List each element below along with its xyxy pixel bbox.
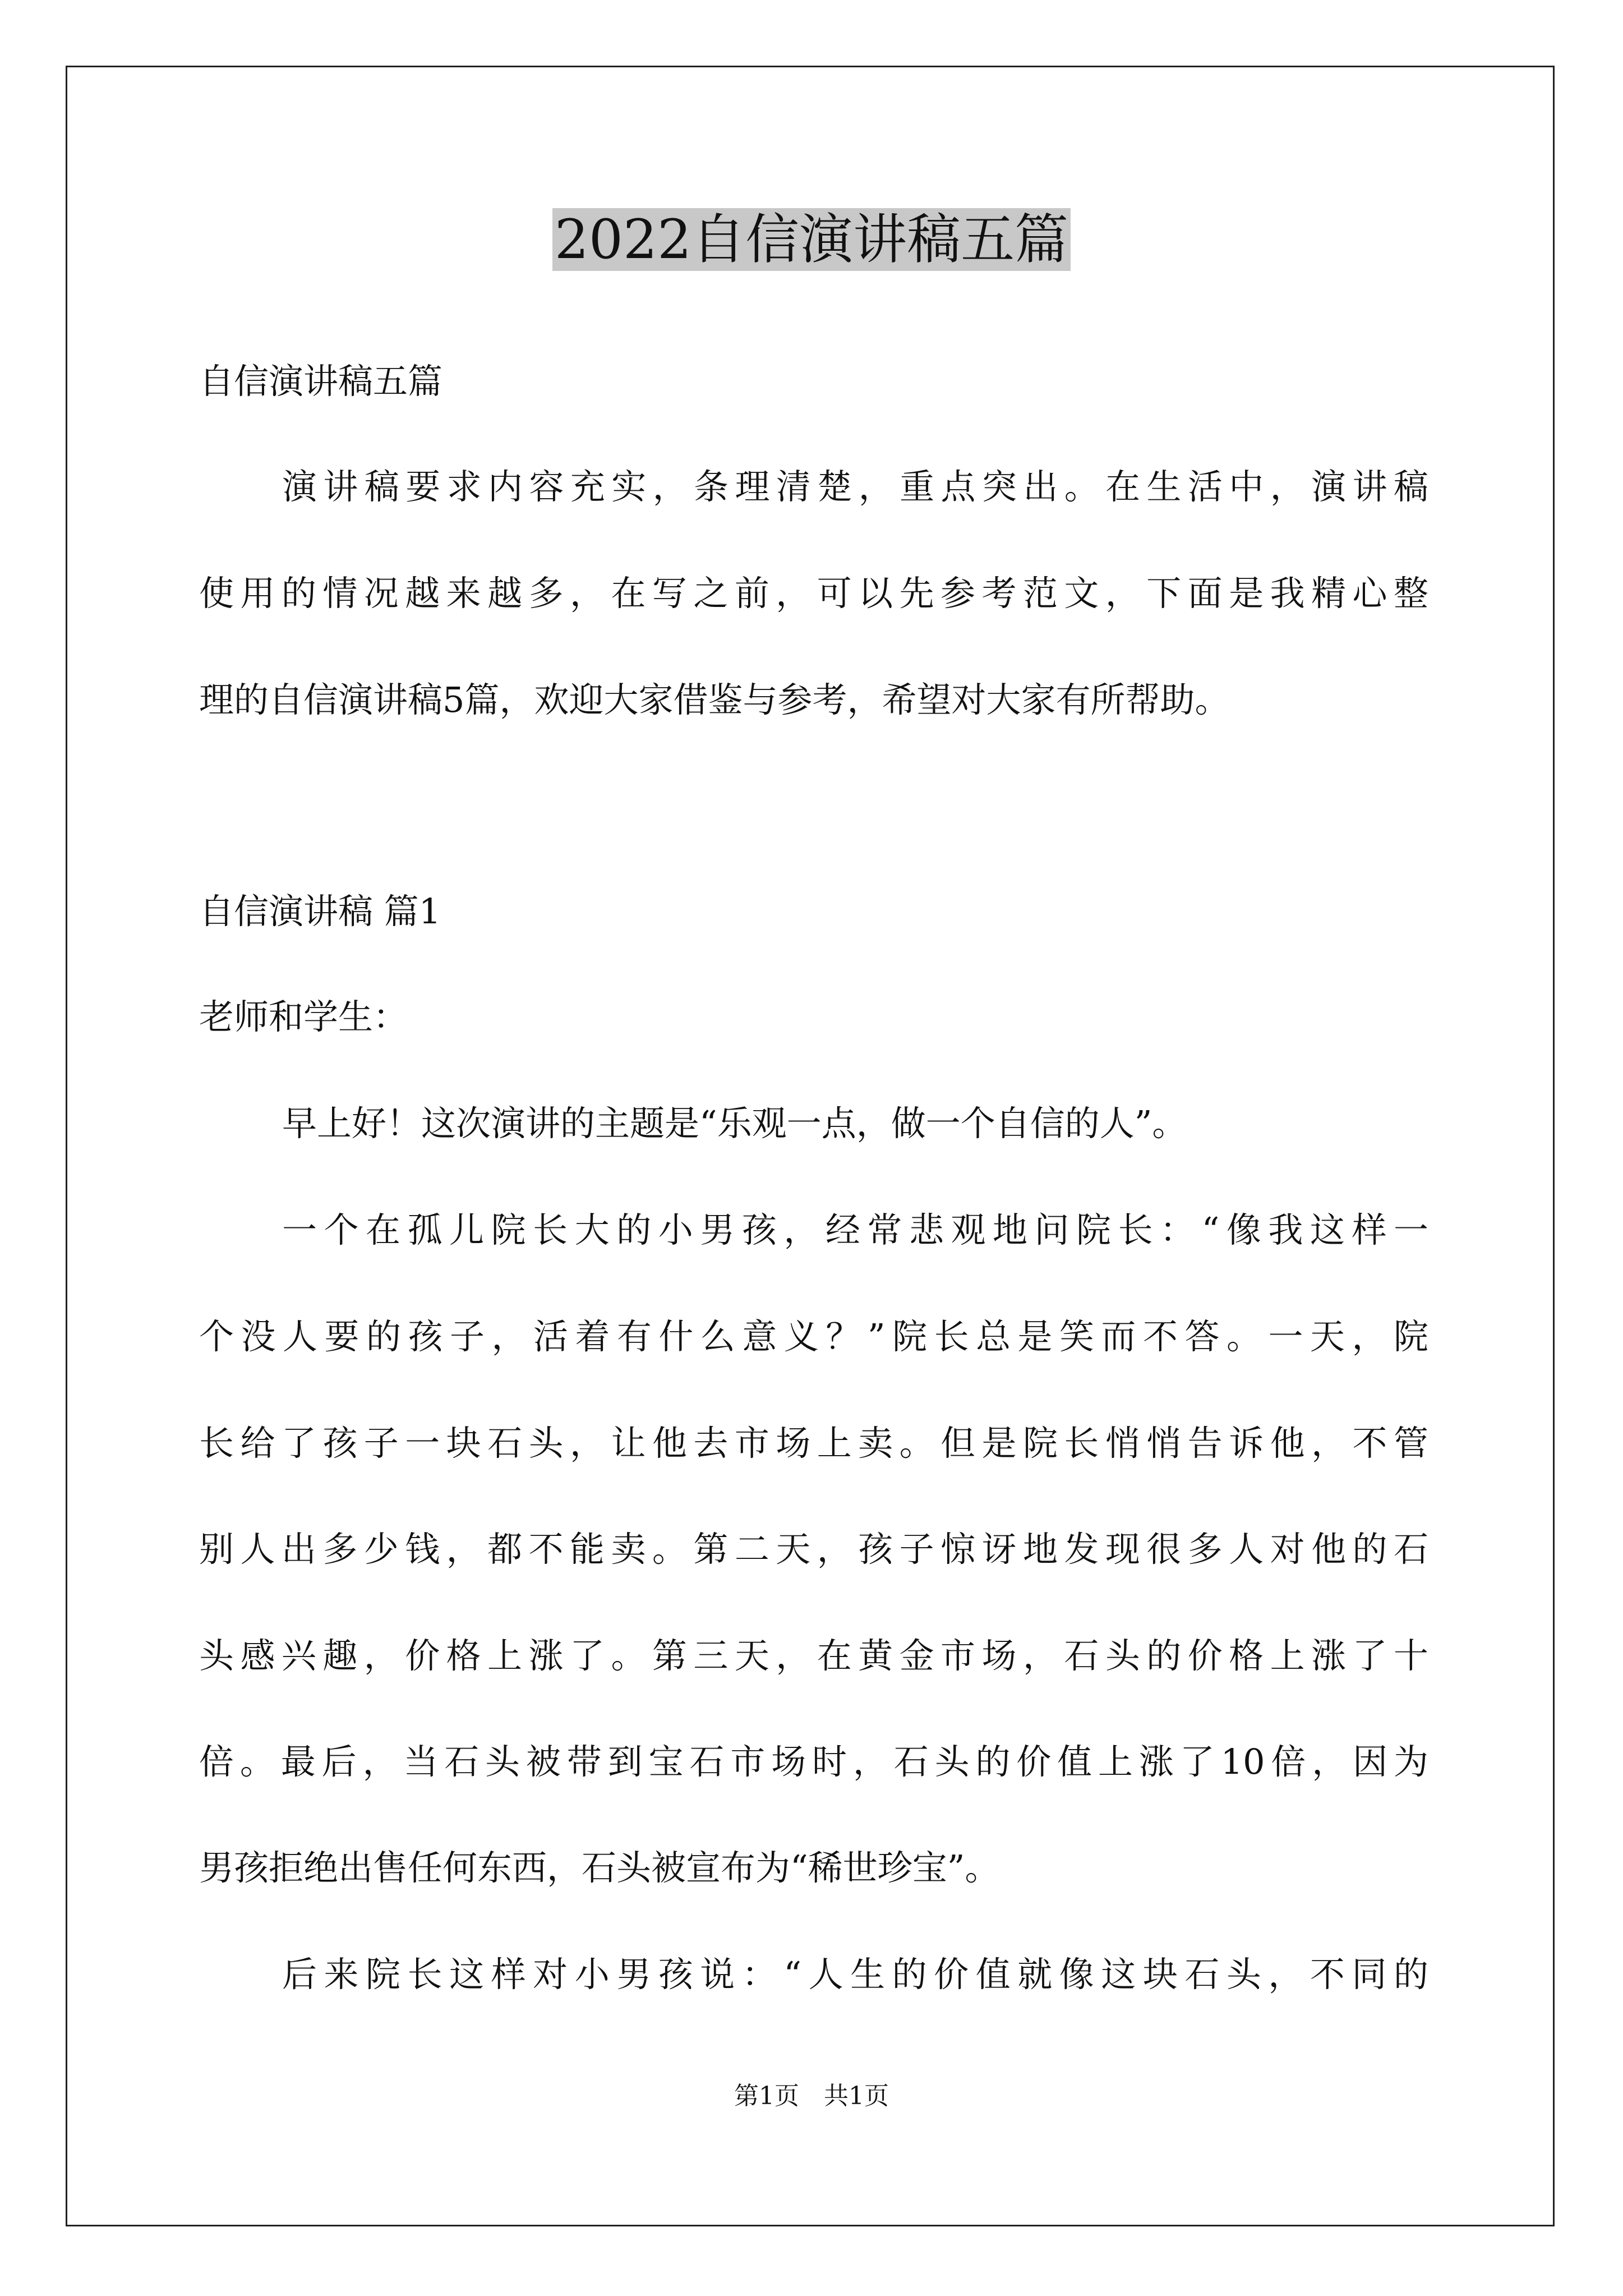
story-line-3: 长给了孩子一块石头，让他去市场上卖。但是院长悄悄告诉他，不管	[199, 1423, 1428, 1464]
story-line-1: 一个在孤儿院长大的小男孩，经常悲观地问院长：“像我这样一	[282, 1209, 1428, 1250]
document-subtitle: 自信演讲稿五篇	[199, 361, 443, 402]
story-line-2: 个没人要的孩子，活着有什么意义？”院长总是笑而不答。一天，院	[199, 1316, 1428, 1357]
intro-line-1: 演讲稿要求内容充实，条理清楚，重点突出。在生活中，演讲稿	[282, 466, 1428, 507]
intro-line-3: 理的自信演讲稿5篇，欢迎大家借鉴与参考，希望对大家有所帮助。	[199, 679, 1230, 720]
last-paragraph-line: 后来院长这样对小男孩说：“人生的价值就像这块石头，不同的	[282, 1954, 1428, 1995]
story-line-6: 倍。最后，当石头被带到宝石市场时，石头的价值上涨了10倍，因为	[199, 1741, 1428, 1782]
story-line-7: 男孩拒绝出售任何东西，石头被宣布为“稀世珍宝”。	[199, 1847, 1000, 1888]
story-line-4: 别人出多少钱，都不能卖。第二天，孩子惊讶地发现很多人对他的石	[199, 1529, 1428, 1570]
greeting-line: 早上好！这次演讲的主题是“乐观一点，做一个自信的人”。	[282, 1103, 1187, 1144]
intro-line-2: 使用的情况越来越多，在写之前，可以先参考范文，下面是我精心整	[199, 573, 1428, 614]
salutation: 老师和学生：	[199, 996, 408, 1037]
page-footer: 第1页 共1页	[734, 2082, 889, 2110]
document-title-text: 2022自信演讲稿五篇	[552, 208, 1071, 271]
document-title	[0, 203, 1623, 276]
section-heading: 自信演讲稿 篇1	[199, 891, 441, 932]
story-line-5: 头感兴趣，价格上涨了。第三天，在黄金市场，石头的价格上涨了十	[199, 1635, 1428, 1676]
